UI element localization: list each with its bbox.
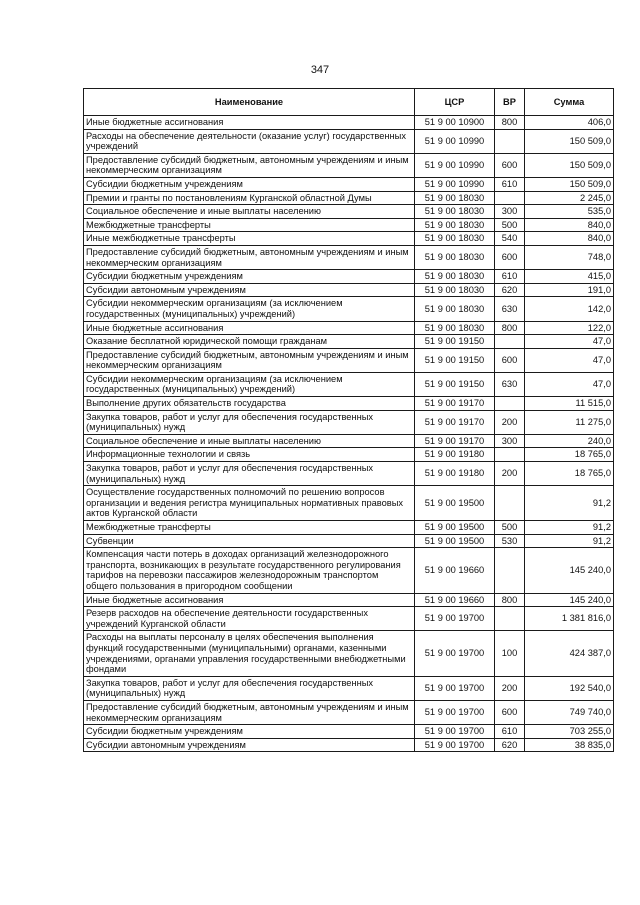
row-sum-cell: 240,0 <box>525 434 614 448</box>
row-vr-cell: 100 <box>495 631 525 676</box>
table-row <box>84 372 614 396</box>
row-sum-cell: 11 515,0 <box>525 397 614 411</box>
table-row <box>84 191 614 205</box>
table-row <box>84 205 614 219</box>
header-sum: Сумма <box>525 89 614 116</box>
row-name-cell: Иные бюджетные ассигнования <box>84 321 415 335</box>
table-row <box>84 462 614 486</box>
row-name-cell: Компенсация части потерь в доходах организаций железнодорожного транспорта, возникающих в результате государственного регулирования тарифов на перевозки пассажиров железнодорожным транспортом общего пользования в пригородном сообщении <box>84 548 415 593</box>
row-vr-cell: 610 <box>495 177 525 191</box>
row-csr-cell: 51 9 00 18030 <box>415 218 495 232</box>
row-csr-cell: 51 9 00 18030 <box>415 191 495 205</box>
row-vr-cell: 800 <box>495 593 525 607</box>
table-row <box>84 607 614 631</box>
row-name-cell: Закупка товаров, работ и услуг для обеспечения государственных (муниципальных) нужд <box>84 676 415 700</box>
table-row <box>84 521 614 535</box>
header-vr: ВР <box>495 89 525 116</box>
row-vr-cell: 610 <box>495 270 525 284</box>
row-sum-cell: 1 381 816,0 <box>525 607 614 631</box>
row-sum-cell: 192 540,0 <box>525 676 614 700</box>
row-sum-cell: 748,0 <box>525 245 614 269</box>
row-csr-cell: 51 9 00 19500 <box>415 486 495 521</box>
row-sum-cell: 840,0 <box>525 218 614 232</box>
table-row <box>84 270 614 284</box>
row-name-cell: Межбюджетные трансферты <box>84 521 415 535</box>
row-sum-cell: 150 509,0 <box>525 177 614 191</box>
row-csr-cell: 51 9 00 18030 <box>415 232 495 246</box>
row-sum-cell: 406,0 <box>525 116 614 130</box>
row-vr-cell: 600 <box>495 153 525 177</box>
row-csr-cell: 51 9 00 19700 <box>415 631 495 676</box>
row-vr-cell: 200 <box>495 676 525 700</box>
row-csr-cell: 51 9 00 19700 <box>415 738 495 752</box>
row-name-cell: Социальное обеспечение и иные выплаты населению <box>84 205 415 219</box>
row-csr-cell: 51 9 00 19700 <box>415 607 495 631</box>
row-name-cell: Выполнение других обязательств государства <box>84 397 415 411</box>
table-row <box>84 245 614 269</box>
table-row <box>84 534 614 548</box>
header-csr: ЦСР <box>415 89 495 116</box>
row-name-cell: Межбюджетные трансферты <box>84 218 415 232</box>
row-vr-cell <box>495 607 525 631</box>
table-row <box>84 177 614 191</box>
row-csr-cell: 51 9 00 19150 <box>415 348 495 372</box>
row-csr-cell: 51 9 00 19170 <box>415 434 495 448</box>
row-name-cell: Субсидии некоммерческим организациям (за исключением государственных (муниципальных) учреждений) <box>84 372 415 396</box>
row-name-cell: Оказание бесплатной юридической помощи гражданам <box>84 335 415 349</box>
row-name-cell: Закупка товаров, работ и услуг для обеспечения государственных (муниципальных) нужд <box>84 462 415 486</box>
row-sum-cell: 18 765,0 <box>525 462 614 486</box>
row-csr-cell: 51 9 00 19660 <box>415 593 495 607</box>
table-row <box>84 434 614 448</box>
row-sum-cell: 840,0 <box>525 232 614 246</box>
table-row <box>84 218 614 232</box>
row-csr-cell: 51 9 00 19500 <box>415 534 495 548</box>
row-sum-cell: 191,0 <box>525 283 614 297</box>
row-csr-cell: 51 9 00 10990 <box>415 129 495 153</box>
table-row <box>84 631 614 676</box>
row-csr-cell: 51 9 00 19150 <box>415 335 495 349</box>
row-vr-cell: 300 <box>495 205 525 219</box>
row-csr-cell: 51 9 00 10990 <box>415 177 495 191</box>
header-name: Наименование <box>84 89 415 116</box>
row-name-cell: Иные бюджетные ассигнования <box>84 593 415 607</box>
row-sum-cell: 145 240,0 <box>525 548 614 593</box>
row-vr-cell <box>495 448 525 462</box>
row-vr-cell <box>495 129 525 153</box>
row-sum-cell: 47,0 <box>525 372 614 396</box>
row-vr-cell: 600 <box>495 700 525 724</box>
row-name-cell: Закупка товаров, работ и услуг для обеспечения государственных (муниципальных) нужд <box>84 410 415 434</box>
budget-table <box>83 88 614 752</box>
row-vr-cell: 530 <box>495 534 525 548</box>
row-vr-cell: 630 <box>495 372 525 396</box>
row-sum-cell: 91,2 <box>525 486 614 521</box>
table-row <box>84 548 614 593</box>
table-body <box>84 116 614 752</box>
row-vr-cell <box>495 486 525 521</box>
row-name-cell: Расходы на выплаты персоналу в целях обеспечения выполнения функций государственными (муниципальными) органами, казенными учреждениями, органами управления государственными внебюджетными фондами <box>84 631 415 676</box>
row-csr-cell: 51 9 00 18030 <box>415 283 495 297</box>
table-row <box>84 738 614 752</box>
table-row <box>84 335 614 349</box>
table-row <box>84 725 614 739</box>
row-sum-cell: 47,0 <box>525 348 614 372</box>
row-name-cell: Осуществление государственных полномочий по решению вопросов организации и ведения регистра муниципальных нормативных правовых актов Курганской области <box>84 486 415 521</box>
table-row <box>84 153 614 177</box>
row-csr-cell: 51 9 00 18030 <box>415 205 495 219</box>
row-csr-cell: 51 9 00 18030 <box>415 270 495 284</box>
row-vr-cell: 300 <box>495 434 525 448</box>
row-csr-cell: 51 9 00 19700 <box>415 700 495 724</box>
row-name-cell: Расходы на обеспечение деятельности (оказание услуг) государственных учреждений <box>84 129 415 153</box>
table-row <box>84 448 614 462</box>
row-sum-cell: 424 387,0 <box>525 631 614 676</box>
row-sum-cell: 18 765,0 <box>525 448 614 462</box>
row-csr-cell: 51 9 00 19180 <box>415 462 495 486</box>
row-csr-cell: 51 9 00 18030 <box>415 321 495 335</box>
page-number: 347 <box>310 64 330 76</box>
row-vr-cell: 540 <box>495 232 525 246</box>
table-row <box>84 129 614 153</box>
table-row <box>84 397 614 411</box>
table-row <box>84 321 614 335</box>
row-name-cell: Субсидии автономным учреждениям <box>84 738 415 752</box>
row-vr-cell <box>495 191 525 205</box>
row-name-cell: Иные бюджетные ассигнования <box>84 116 415 130</box>
row-vr-cell: 600 <box>495 245 525 269</box>
row-sum-cell: 47,0 <box>525 335 614 349</box>
row-vr-cell: 800 <box>495 321 525 335</box>
row-sum-cell: 415,0 <box>525 270 614 284</box>
row-vr-cell: 500 <box>495 218 525 232</box>
row-sum-cell: 142,0 <box>525 297 614 321</box>
row-csr-cell: 51 9 00 19700 <box>415 725 495 739</box>
row-sum-cell: 91,2 <box>525 521 614 535</box>
table-row <box>84 700 614 724</box>
row-vr-cell: 600 <box>495 348 525 372</box>
row-vr-cell: 610 <box>495 725 525 739</box>
row-sum-cell: 150 509,0 <box>525 129 614 153</box>
table-row <box>84 410 614 434</box>
row-csr-cell: 51 9 00 19150 <box>415 372 495 396</box>
row-vr-cell <box>495 397 525 411</box>
row-sum-cell: 122,0 <box>525 321 614 335</box>
table-row <box>84 593 614 607</box>
row-name-cell: Субсидии бюджетным учреждениям <box>84 177 415 191</box>
row-vr-cell: 200 <box>495 410 525 434</box>
row-name-cell: Информационные технологии и связь <box>84 448 415 462</box>
table-header-row <box>84 89 614 116</box>
row-vr-cell: 800 <box>495 116 525 130</box>
row-name-cell: Предоставление субсидий бюджетным, автономным учреждениям и иным некоммерческим организациям <box>84 348 415 372</box>
row-csr-cell: 51 9 00 18030 <box>415 297 495 321</box>
row-name-cell: Субсидии бюджетным учреждениям <box>84 270 415 284</box>
row-name-cell: Предоставление субсидий бюджетным, автономным учреждениям и иным некоммерческим организациям <box>84 153 415 177</box>
row-vr-cell <box>495 335 525 349</box>
row-name-cell: Предоставление субсидий бюджетным, автономным учреждениям и иным некоммерческим организациям <box>84 700 415 724</box>
row-csr-cell: 51 9 00 19500 <box>415 521 495 535</box>
table-row <box>84 348 614 372</box>
row-csr-cell: 51 9 00 19660 <box>415 548 495 593</box>
row-vr-cell <box>495 548 525 593</box>
row-sum-cell: 91,2 <box>525 534 614 548</box>
row-csr-cell: 51 9 00 19170 <box>415 410 495 434</box>
row-csr-cell: 51 9 00 19700 <box>415 676 495 700</box>
row-vr-cell: 630 <box>495 297 525 321</box>
row-name-cell: Субсидии автономным учреждениям <box>84 283 415 297</box>
table-row <box>84 116 614 130</box>
row-name-cell: Социальное обеспечение и иные выплаты населению <box>84 434 415 448</box>
row-name-cell: Резерв расходов на обеспечение деятельности государственных учреждений Курганской области <box>84 607 415 631</box>
row-csr-cell: 51 9 00 10990 <box>415 153 495 177</box>
table-row <box>84 232 614 246</box>
row-sum-cell: 749 740,0 <box>525 700 614 724</box>
row-name-cell: Премии и гранты по постановлениям Курганской областной Думы <box>84 191 415 205</box>
row-name-cell: Субсидии некоммерческим организациям (за исключением государственных (муниципальных) учреждений) <box>84 297 415 321</box>
row-sum-cell: 2 245,0 <box>525 191 614 205</box>
row-name-cell: Иные межбюджетные трансферты <box>84 232 415 246</box>
row-name-cell: Субвенции <box>84 534 415 548</box>
row-vr-cell: 200 <box>495 462 525 486</box>
table-row <box>84 283 614 297</box>
row-sum-cell: 38 835,0 <box>525 738 614 752</box>
row-csr-cell: 51 9 00 18030 <box>415 245 495 269</box>
row-csr-cell: 51 9 00 19170 <box>415 397 495 411</box>
row-vr-cell: 500 <box>495 521 525 535</box>
table-row <box>84 297 614 321</box>
row-sum-cell: 145 240,0 <box>525 593 614 607</box>
row-csr-cell: 51 9 00 10900 <box>415 116 495 130</box>
row-name-cell: Предоставление субсидий бюджетным, автономным учреждениям и иным некоммерческим организациям <box>84 245 415 269</box>
row-vr-cell: 620 <box>495 738 525 752</box>
row-sum-cell: 150 509,0 <box>525 153 614 177</box>
row-name-cell: Субсидии бюджетным учреждениям <box>84 725 415 739</box>
row-sum-cell: 535,0 <box>525 205 614 219</box>
row-csr-cell: 51 9 00 19180 <box>415 448 495 462</box>
row-sum-cell: 703 255,0 <box>525 725 614 739</box>
row-vr-cell: 620 <box>495 283 525 297</box>
table-row <box>84 486 614 521</box>
row-sum-cell: 11 275,0 <box>525 410 614 434</box>
table-row <box>84 676 614 700</box>
